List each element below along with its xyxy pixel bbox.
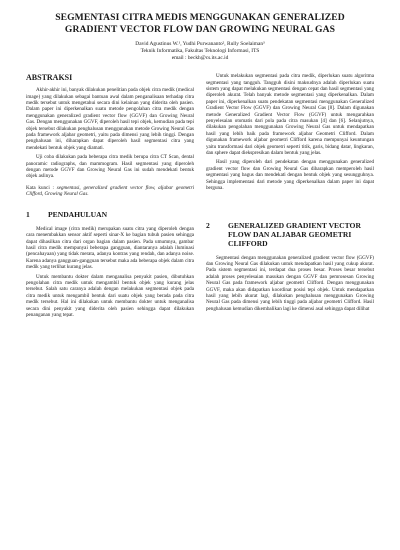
section-2-heading xyxy=(206,221,374,248)
section-2-title: GENERALIZED GRADIENT VECTOR FLOW DAN ALJABAR GEOMETRI CLIFFORD xyxy=(228,220,361,248)
section-2-paragraph-1: Segmentasi dengan menggunakan generalized gradient vector flow (GGVF) dan Growing Neural Gas dilakukan untuk mendapatkan hasil yang cukup akurat. Pada sistem segmentasi ini, terdapat dua proses besar. Proses besar tersebut adalah proses penyelesaian masukan dengan GGVF dan pemrosesan Growing Neural Gas pada framework aljabar geometri Clifford. Dengan menggunakan GGVF, maka akan didapatkan koordinat posisi tepi objek. Untuk mendapatkan hasil yang lebih akurat lagi, dilakukan penghalusan menggunakan Growing Neural Gas pada dimensi yang lebih tinggi pada aljabar geometri Clifford. Hasil penghalusan kemudian dikembalikan lagi ke dimensi asal sehingga dapat dilihat xyxy=(206,254,374,312)
keywords-label: Kata kunci : xyxy=(26,184,54,191)
left-column xyxy=(26,73,194,321)
section-2-number: 2 xyxy=(206,220,210,230)
paper-title: SEGMENTASI CITRA MEDIS MENGGUNAKAN GENERALIZED GRADIENT VECTOR FLOW DAN GROWING NEURAL GAS xyxy=(55,12,345,35)
two-column-body xyxy=(26,73,374,321)
section-1-title: PENDAHULUAN xyxy=(48,209,108,219)
section-1-paragraph-1: Medical image (citra medik) merupakan suatu citra yang diperoleh dengan cara menembakkan sensor aktif seperti sinar-X ke bagian tubuh pasien sehingga dapat dihasilkan citra dari organ bagian dalam pasien. Pada umumnya, gambar hasil citra medik mempunyai beberapa gangguan, diantaranya adalah iluminasi (pencahayaan) yang tidak merata, adanya kontras yang rendah, dan adanya noise. Karena adanya gangguan-gangguan tersebut maka ada beberapa objek dalam citra medik yang terlihat kurang jelas. xyxy=(26,225,194,271)
keywords-text: segmentasi, generalized gradient vector flow, aljabar geometri Clifford, Growing Neural Gas. xyxy=(26,184,194,198)
paper-email: email : beckh@cs.its.ac.id xyxy=(171,54,229,61)
right-paragraph-1: Untuk melakukan segmentasi pada citra medik, diperlukan suatu algoritma segmentasi yang tangguh. Tangguh disini maksudnya adalah diperlukan suatu sistem yang dapat melakukan segmentasi dengan cepat dan hasil segmentasi yang diperoleh akurat. Telah banyak metode segmentasi yang diperkenalkan. Dalam paper ini, diperkenalkan suatu pendekatan segmentasi menggunakan Generalized Gradient Vector Flow (GGVF) dan Growing Neural Gas [8]. Dalam digunakan metode Generalized Gradient Vector Flow (GGVF) untuk mengarahkan penyelesaian otomatis dari pola pada citra masukan [4] dan [6]. Selanjutnya, dilakukan pengolahan menggunakan Growing Neural Gas untuk mendapatkan hasil yang lebih baik pada framework aljabar Geometri Clifford. Dalam digunakan framework aljabar geometri Clifford karena mempunyai keuntungan yaitu transformasi dari objek geometri seperti titik, garis, bidang datar, lingkaran, dan sphere dapat diekspresikan dalam bentuk yang jelas. xyxy=(206,73,374,157)
abstract-paragraph-2: Uji coba dilakukan pada beberapa citra medik berupa citra CT Scan, dental panoramic radiographs, dan mammogram. Hasil segmentasi yang diperoleh dengan metode GGVF dan Growing Neural Gas ini sudah mendekati bentuk objek aslinya. xyxy=(26,154,194,180)
section-1-heading xyxy=(26,210,194,219)
abstract-paragraph-1: Akhir-akhir ini, banyak dilakukan penelitian pada objek citra medik (medical image) yang dilakukan sebagai bantuan awal dalam penganalisaan terhadap citra medik tersebut untuk mengetahui secara dini kelainan yang diderita oleh pasien. Dalam paper ini diperkenalkan suatu metode pengolahan citra medik dengan menggunakan generalized gradient vector flow (GGVF) dan Growing Neural Gas. Dengan menggunakan GGVF, diperoleh hasil tepi objek, kemudian pada tepi objek tersebut dilakukan penghalusan menggunakan metode Growing Neural Gas pada framework aljabar geometri, yaitu pada dimensi yang lebih tinggi. Dengan penghalusan ini, diharapkan dapat diperoleh hasil segmentasi citra yang mendekati bentuk objek yang diamati. xyxy=(26,87,194,151)
paper-affiliation: Teknik Informatika, Fakultas Teknologi Informasi, ITS xyxy=(140,48,260,54)
paper-authors: David Agustinus W.¹, Yudhi Purwananto², Rully Soelaiman³ xyxy=(135,41,265,47)
section-gap xyxy=(206,195,374,209)
keywords xyxy=(26,185,194,198)
right-column xyxy=(206,73,374,321)
section-1-paragraph-2: Untuk membantu dokter dalam menganalisa penyakit pasien, dibutuhkan pengolahan citra medik untuk mengambil bentuk objek yang kurang jelas tersebut. Salah satu caranya adalah dengan melakukan segmentasi objek pada citra medik untuk mengambil bentuk dari suatu objek yang berada pada citra medik tersebut. Hal ini dilakukan untuk membantu dokter untuk menganalisa secara dini penyakit yang diderita oleh pasien sehingga dapat dilakukan penanganan yang tepat. xyxy=(26,273,194,318)
right-paragraph-2: Hasil yang diperoleh dari pendekatan dengan menggunakan generalized gradient vector flow dan Growing Neural Gas diharapkan memperoleh hasil segmentasi yang bagus dan mendekati dengan bentuk objek yang sesungguhnya. Sehingga implementasi dari metode yang diperkenalkan dalam paper ini dapat berguna. xyxy=(206,159,374,192)
abstract-heading: ABSTRAKSI xyxy=(26,73,73,83)
section-1-number: 1 xyxy=(26,209,30,219)
